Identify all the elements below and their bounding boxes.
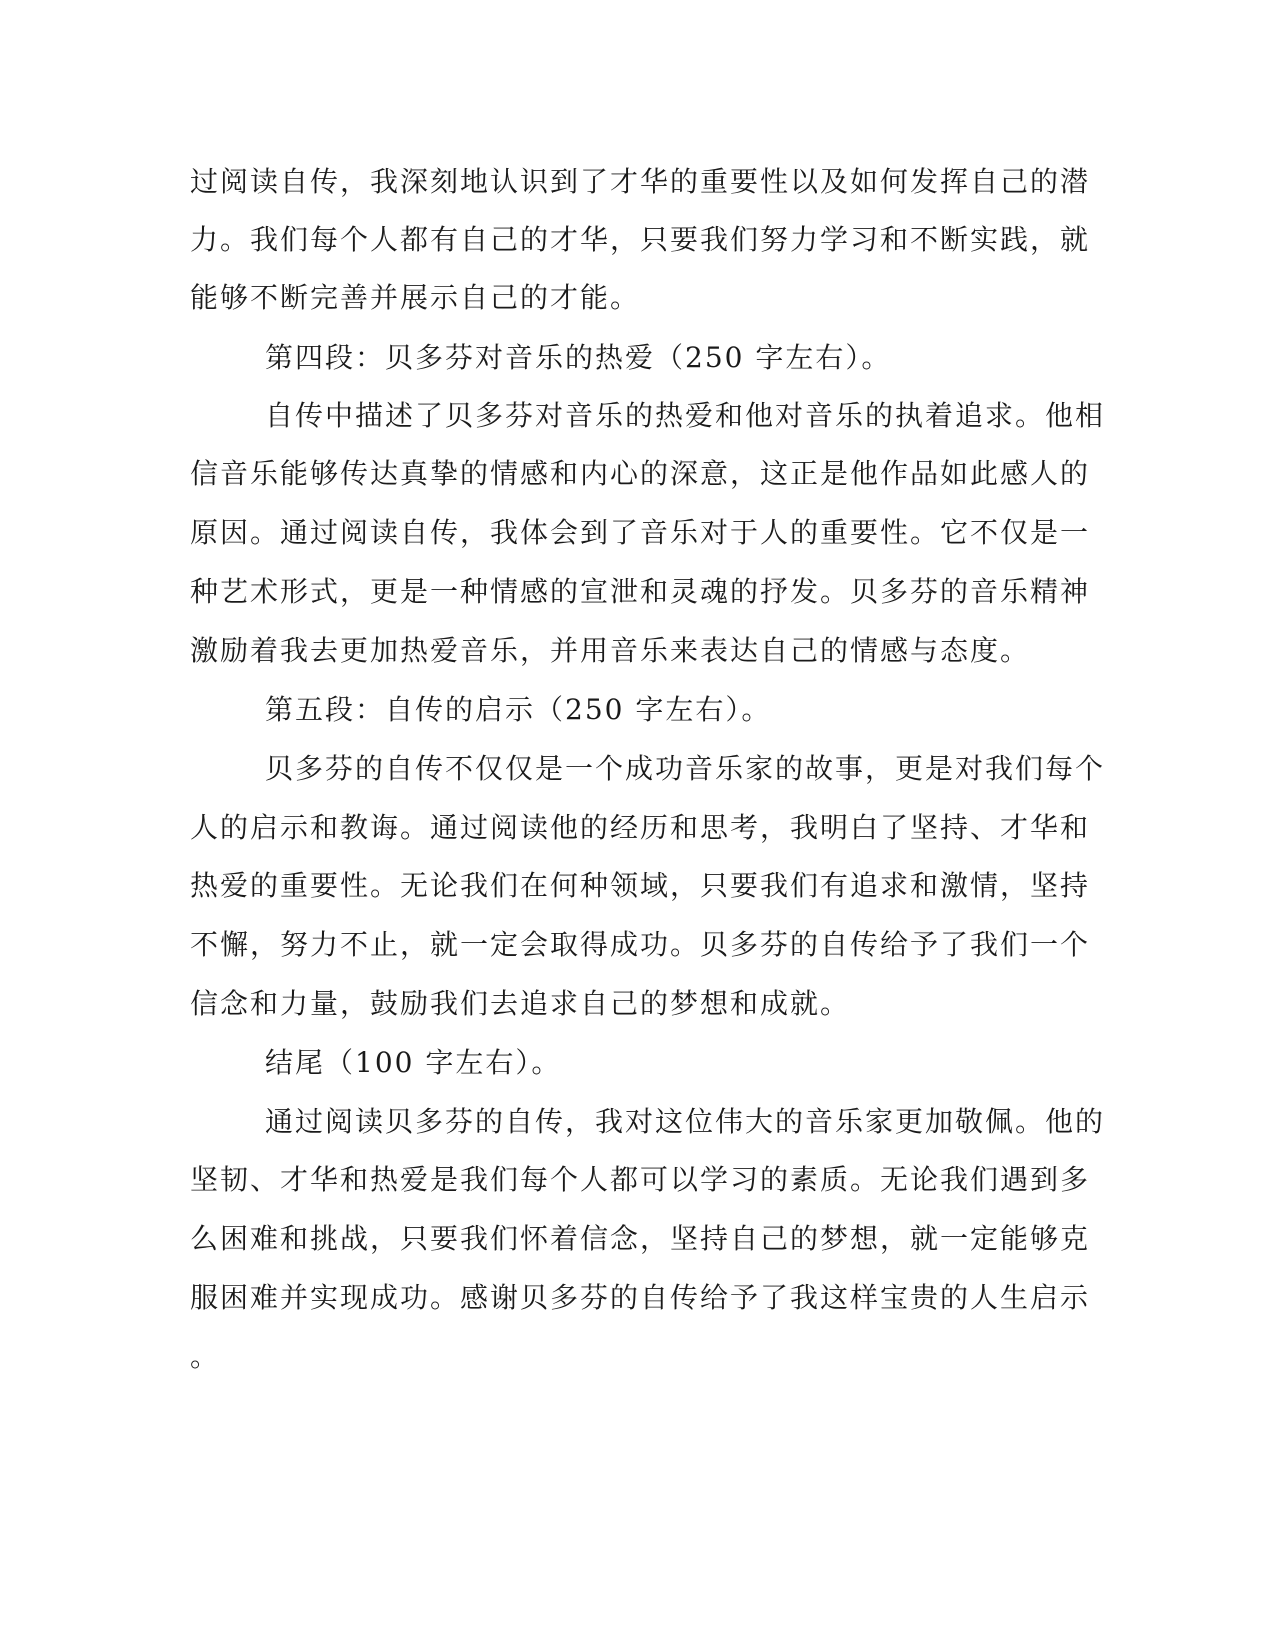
- section-heading-ending: 结尾（100 字左右）。: [265, 1046, 562, 1079]
- body-text-line: 信念和力量，鼓励我们去追求自己的梦想和成就。: [190, 987, 851, 1020]
- body-text-line: 贝多芬的自传不仅仅是一个成功音乐家的故事，更是对我们每个: [265, 752, 1106, 785]
- section-heading-5: 第五段：自传的启示（250 字左右）。: [265, 693, 772, 726]
- body-text-line: 热爱的重要性。无论我们在何种领域，只要我们有追求和激情，坚持: [190, 869, 1091, 902]
- body-text-line: 人的启示和教诲。通过阅读他的经历和思考，我明白了坚持、才华和: [190, 811, 1091, 844]
- body-text-line: 种艺术形式，更是一种情感的宣泄和灵魂的抒发。贝多芬的音乐精神: [190, 575, 1091, 608]
- body-text-line: 坚韧、才华和热爱是我们每个人都可以学习的素质。无论我们遇到多: [190, 1163, 1091, 1196]
- body-text-line: 。: [190, 1340, 221, 1373]
- body-text-line: 自传中描述了贝多芬对音乐的热爱和他对音乐的执着追求。他相: [265, 399, 1106, 432]
- body-text-line: 激励着我去更加热爱音乐，并用音乐来表达自己的情感与态度。: [190, 634, 1031, 667]
- body-text-line: 过阅读自传，我深刻地认识到了才华的重要性以及如何发挥自己的潜: [190, 165, 1091, 198]
- body-text-line: 通过阅读贝多芬的自传，我对这位伟大的音乐家更加敬佩。他的: [265, 1105, 1106, 1138]
- body-text-line: 能够不断完善并展示自己的才能。: [190, 281, 641, 314]
- body-text-line: 原因。通过阅读自传，我体会到了音乐对于人的重要性。它不仅是一: [190, 516, 1091, 549]
- body-text-line: 信音乐能够传达真挚的情感和内心的深意，这正是他作品如此感人的: [190, 457, 1091, 490]
- body-text-line: 力。我们每个人都有自己的才华，只要我们努力学习和不断实践，就: [190, 223, 1091, 256]
- body-text-line: 不懈，努力不止，就一定会取得成功。贝多芬的自传给予了我们一个: [190, 928, 1091, 961]
- body-text-line: 服困难并实现成功。感谢贝多芬的自传给予了我这样宝贵的人生启示: [190, 1281, 1091, 1314]
- body-text-line: 么困难和挑战，只要我们怀着信念，坚持自己的梦想，就一定能够克: [190, 1222, 1091, 1255]
- section-heading-4: 第四段：贝多芬对音乐的热爱（250 字左右）。: [265, 341, 892, 374]
